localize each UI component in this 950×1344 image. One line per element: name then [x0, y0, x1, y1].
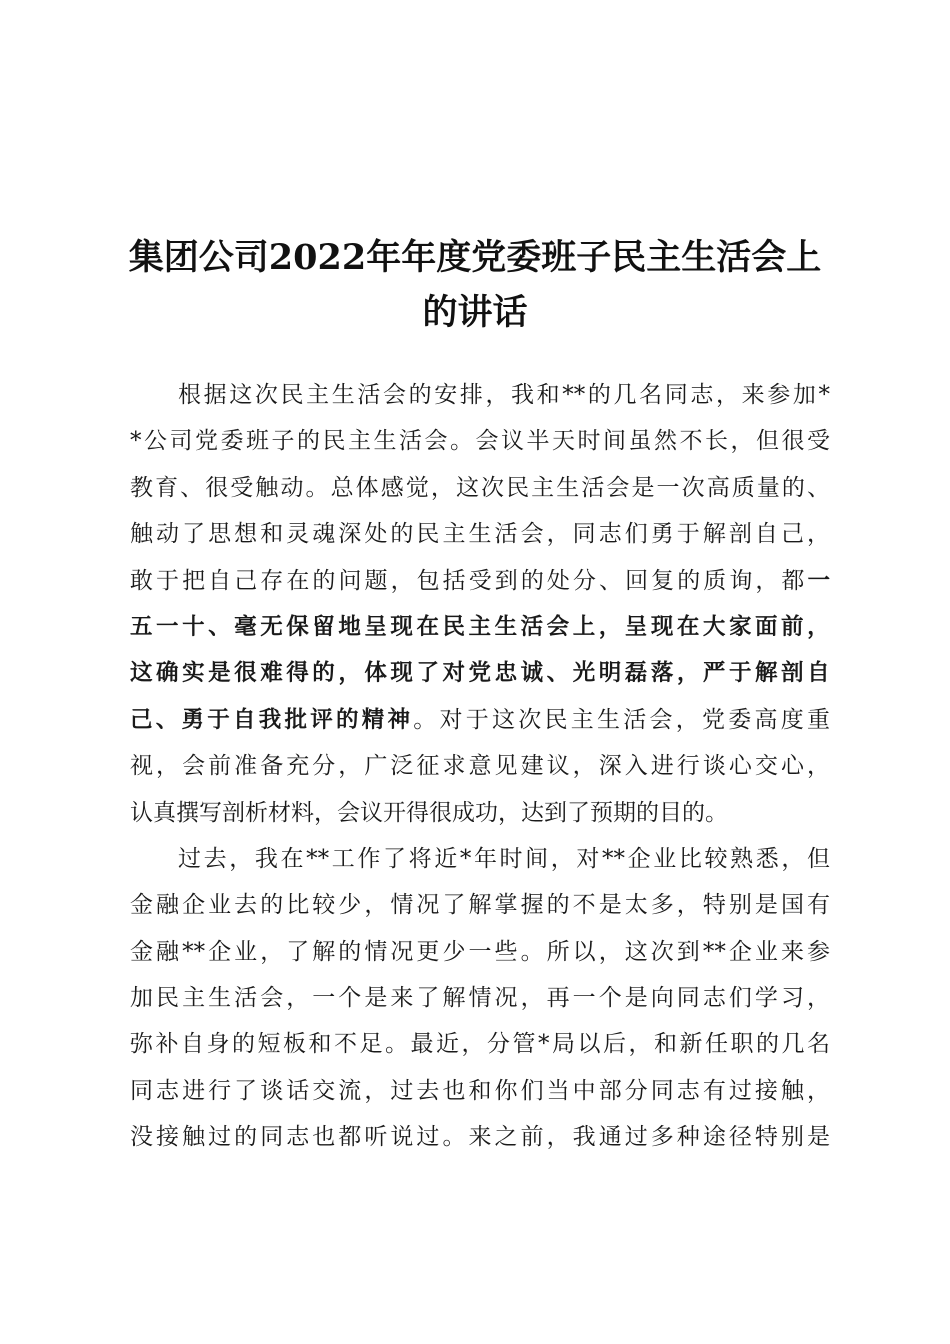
bold-text: 己、勇于自我批评的精神: [130, 706, 414, 733]
paragraph-line-bold: 这确实是很难得的，体现了对党忠诚、光明磊落，严于解剖自: [130, 660, 830, 687]
document-body: [130, 372, 830, 1161]
paragraph-line: 视，会前准备充分，广泛征求意见建议，深入进行谈心交心，: [130, 753, 830, 780]
document-title: [100, 230, 850, 340]
paragraph-line: 金融**企业，了解的情况更少一些。所以，这次到**企业来参: [130, 938, 830, 965]
paragraph-line-bold: 五一十、毫无保留地呈现在民主生活会上，呈现在大家面前，: [130, 613, 830, 640]
paragraph-line: 过去，我在**工作了将近*年时间，对**企业比较熟悉，但: [178, 845, 830, 872]
paragraph-text: 。对于这次民主生活会，党委高度重: [413, 706, 830, 733]
title-line-1: 集团公司2022年年度党委班子民主生活会上: [128, 237, 822, 278]
paragraph-1: [130, 372, 830, 836]
paragraph-line: 教育、很受触动。总体感觉，这次民主生活会是一次高质量的、: [130, 474, 830, 501]
paragraph-line: [130, 558, 830, 604]
paragraph-line: 没接触过的同志也都听说过。来之前，我通过多种途径特别是: [130, 1124, 830, 1151]
paragraph-line: 加民主生活会，一个是来了解情况，再一个是向同志们学习，: [130, 985, 830, 1012]
bold-text: 一: [807, 567, 830, 594]
paragraph-2: [130, 836, 830, 1161]
title-line-2: 的讲话: [422, 292, 528, 333]
paragraph-line: [130, 697, 830, 743]
paragraph-line: *公司党委班子的民主生活会。会议半天时间虽然不长，但很受: [130, 428, 830, 455]
paragraph-text: 敢于把自己存在的问题，包括受到的处分、回复的质询，都: [130, 567, 808, 594]
paragraph-line: 触动了思想和灵魂深处的民主生活会，同志们勇于解剖自己，: [130, 521, 830, 548]
paragraph-line: 认真撰写剖析材料，会议开得很成功，达到了预期的目的。: [130, 799, 728, 826]
paragraph-line: 弥补自身的短板和不足。最近，分管*局以后，和新任职的几名: [130, 1031, 830, 1058]
paragraph-line: 根据这次民主生活会的安排，我和**的几名同志，来参加*: [178, 382, 830, 408]
paragraph-line: 同志进行了谈话交流，过去也和你们当中部分同志有过接触，: [130, 1077, 830, 1104]
paragraph-line: 金融企业去的比较少，情况了解掌握的不是太多，特别是国有: [130, 892, 830, 919]
